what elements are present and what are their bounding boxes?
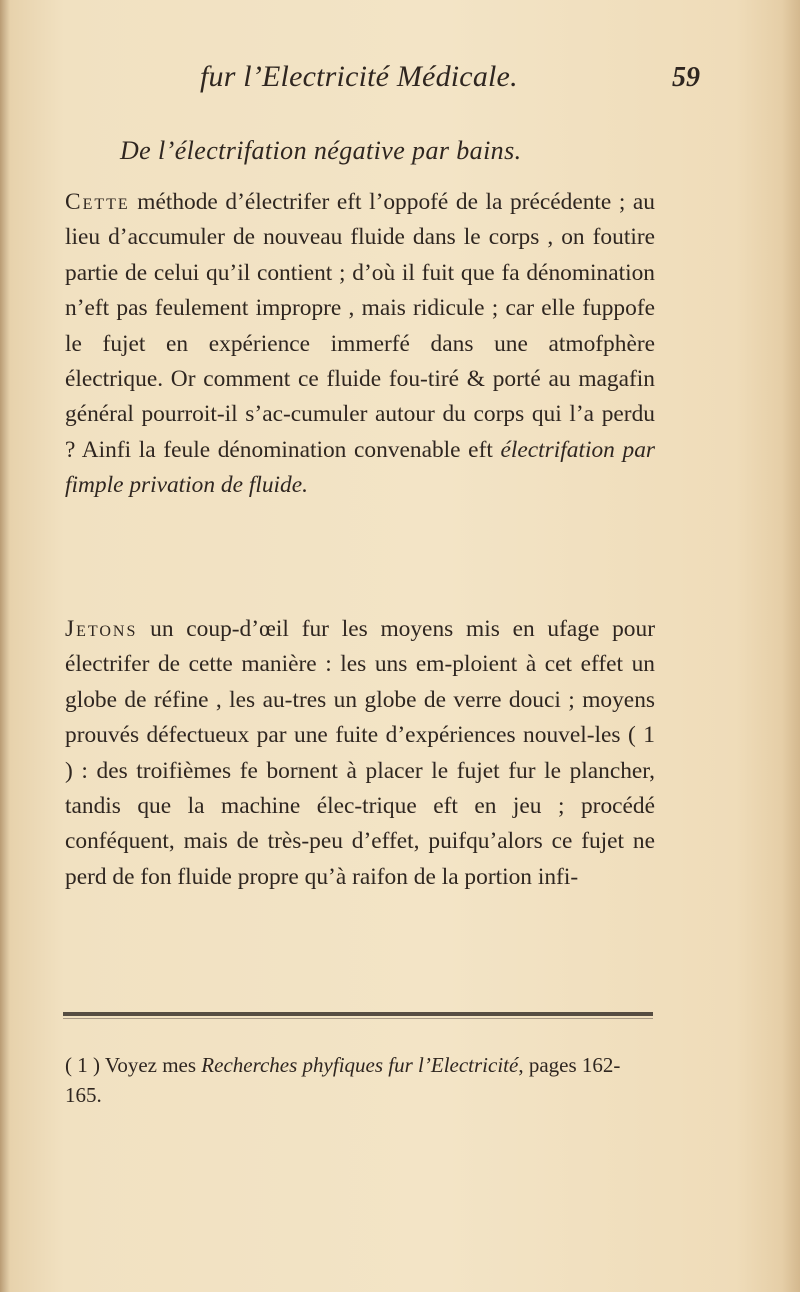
paragraph-1 [65,185,655,504]
paragraph-1-lead: Cette [65,189,130,215]
running-head: fur l’Electricité Médicale. [200,60,518,93]
footnote-rule-thin [63,1018,653,1019]
page-edge [0,0,10,1292]
page-header [200,60,700,110]
footnote-lead: ( 1 ) Voyez mes [65,1053,202,1077]
section-title: De l’électrifation négative par bains. [120,136,522,165]
footnote [65,1050,655,1110]
paragraph-2-text: un coup-d’œil fur les moyens mis en ufage pour électrifer de cette manière : les uns em-ploient à cet effet un globe de réfine , les au-tres un globe de verre douci ; moyens prouvés défectueux par une fuite d’expériences nouvel-les ( 1 ) : des troifièmes fe bornent à placer le fujet fur le plancher, tandis que la machine élec-trique eft en jeu ; procédé conféquent, mais de très-peu d’effet, puifqu’alors ce fujet ne perd de fon fluide propre qu’à raifon de la portion infi- [65,616,655,890]
footnote-rule [63,1012,653,1016]
paragraph-1-italic: électrifation par fimple privation de fluide. [65,436,655,499]
footnote-italic: Recherches phyfiques fur l’Electricité [201,1053,519,1077]
paragraph-2-lead: Jetons [65,616,138,642]
page-fold-shadow [782,0,800,1292]
footnote-tail: , pages 162-165. [65,1053,621,1107]
paragraph-2 [65,612,655,895]
paragraph-1-text: méthode d’électrifer eft l’oppofé de la précédente ; au lieu d’accumuler de nouveau fluide dans le corps , on foutire partie de celui qu’il contient ; d’où il fuit que fa dénomination n’eft pas feulement impropre , mais ridicule ; car elle fuppofe le fujet en expérience immerfé dans une atmofphère électrique. Or comment ce fluide fou-tiré & porté au magafin général pourroit-il s’ac-cumuler autour du corps qui l’a perdu ? Ainfi la feule dénomination convenable eft [65,189,655,463]
page-number: 59 [672,62,700,93]
